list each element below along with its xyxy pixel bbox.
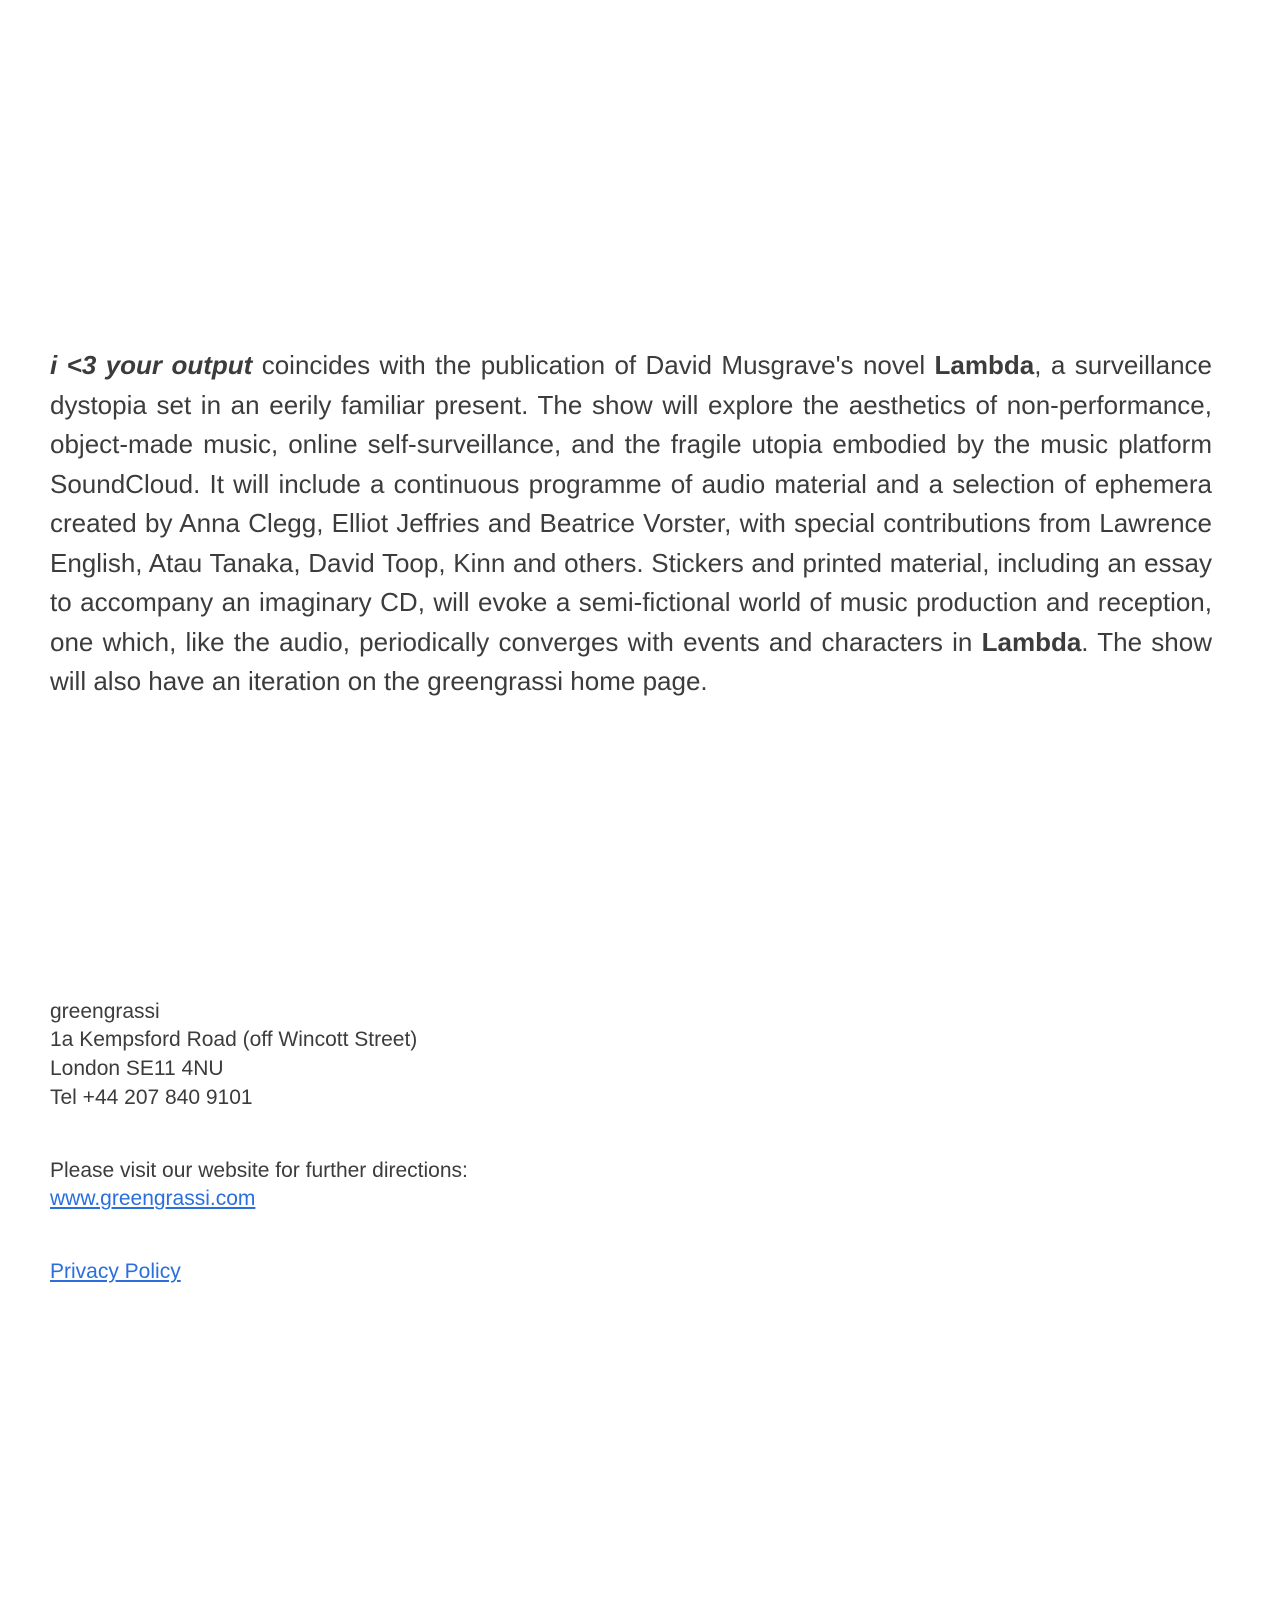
paragraph-text-2: , a surveillance dystopia set in an eerily familiar present. The show will explore the aesthetics of non-performance, object-made music, online self-surveillance, and the fragile utopia embodied by the music platform SoundCloud. It will include a continuous programme of audio material and a selection of ephemera created by Anna Clegg, Elliot Jeffries and Beatrice Vorster, with special contributions from Lawrence English, Atau Tanaka, David Toop, Kinn and others. Stickers and printed material, including an essay to accompany an imaginary CD, will evoke a semi-fictional world of music production and reception, one which, like the audio, periodically converges with events and characters in xyxy=(50,350,1212,657)
privacy-policy-link[interactable]: Privacy Policy xyxy=(50,1260,181,1284)
website-prompt-block xyxy=(50,1157,1212,1215)
paragraph-text-3: . The show will also have an iteration on the greengrassi home page. xyxy=(50,626,1212,697)
gallery-name: greengrassi xyxy=(50,999,160,1023)
address-line-1: 1a Kempsford Road (off Wincott Street) xyxy=(50,1028,418,1052)
lambda-title-2: Lambda xyxy=(981,626,1082,657)
privacy-policy-block xyxy=(50,1258,1212,1287)
website-prompt: Please visit our website for further directions: xyxy=(50,1158,468,1182)
lambda-title-1: Lambda xyxy=(934,350,1035,380)
contact-block xyxy=(50,998,1212,1113)
show-title-text: i <3 your output xyxy=(50,350,253,380)
paragraph-text-1: coincides with the publication of David Musgrave's novel xyxy=(252,350,935,380)
phone-line: Tel +44 207 840 9101 xyxy=(50,1085,253,1109)
address-line-2: London SE11 4NU xyxy=(50,1057,224,1081)
intro-paragraph xyxy=(50,346,1212,702)
website-link[interactable]: www.greengrassi.com xyxy=(50,1187,256,1211)
